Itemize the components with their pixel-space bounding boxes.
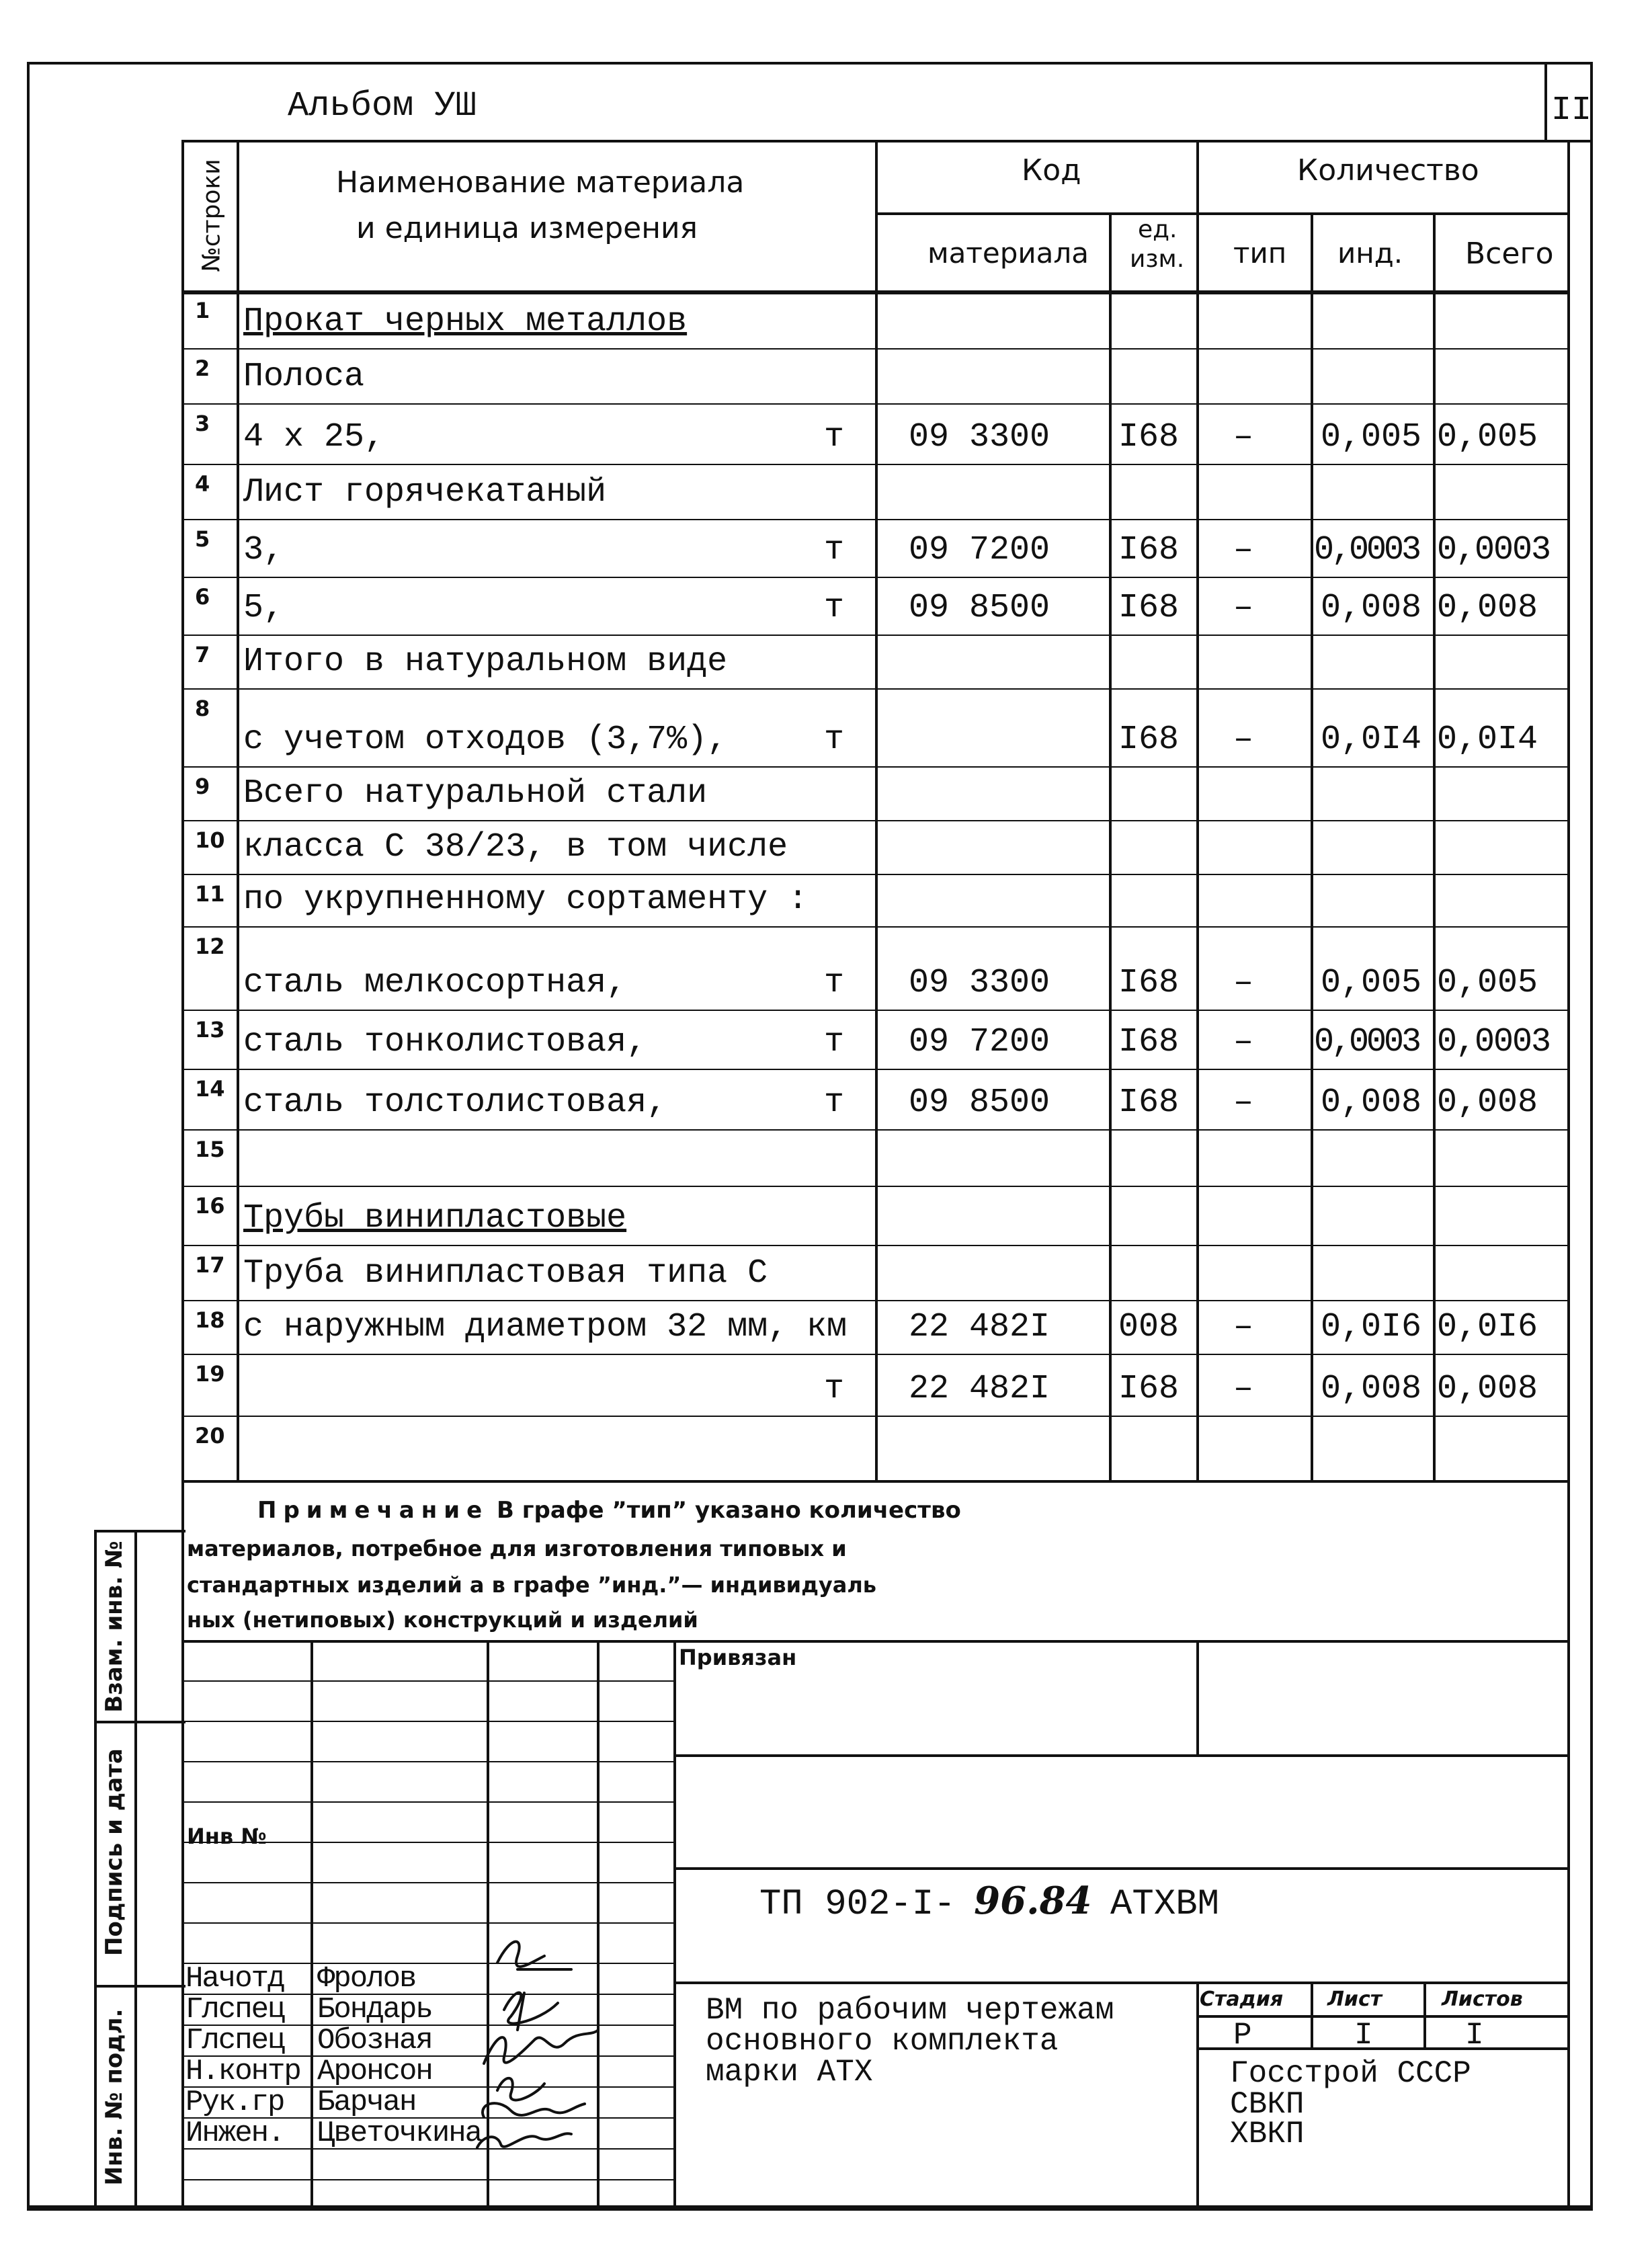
row-unit: т — [824, 1084, 845, 1122]
row-ind: 0,0003 — [1314, 531, 1419, 569]
note-line4: ных (нетиповых) конструкций и изделий — [187, 1607, 698, 1633]
row-material-code: 22 482I — [909, 1308, 1050, 1346]
row-ind: 0,005 — [1321, 418, 1422, 456]
note-line3: стандартных изделий а в графе ”инд.”— индивидуаль — [187, 1572, 877, 1598]
header-total: Всего — [1465, 237, 1554, 271]
inv-no-label: Инв № — [187, 1824, 267, 1849]
row-number: 10 — [195, 827, 225, 853]
row-number: 11 — [195, 881, 225, 907]
row-material-code: 09 7200 — [909, 1023, 1050, 1061]
org-line2: СВКП — [1230, 2087, 1305, 2122]
row-ind: 0,0I4 — [1321, 721, 1422, 759]
row-unit-code: 008 — [1118, 1308, 1180, 1346]
note-line1 — [257, 1499, 961, 1522]
stage-value: Р — [1233, 2018, 1252, 2053]
row-ind: 0,008 — [1321, 1370, 1422, 1408]
row-name: Трубы винипластовые — [243, 1199, 627, 1237]
signer-name: Барчан — [317, 2086, 416, 2119]
row-name: 4 х 25, — [243, 418, 385, 456]
note-text1: В графе ”тип” указано количество — [496, 1497, 961, 1524]
row-type: – — [1233, 1084, 1254, 1122]
row-unit-code: I68 — [1118, 1084, 1180, 1122]
row-unit-code: I68 — [1118, 1023, 1180, 1061]
signer-role: Глспец — [185, 1993, 284, 2027]
org-line1: Госстрой СССР — [1230, 2056, 1471, 2091]
row-unit-code: I68 — [1118, 589, 1180, 627]
row-number: 19 — [195, 1361, 225, 1387]
page-number: II — [1551, 91, 1592, 130]
signature-tsvetochkina — [477, 2133, 571, 2148]
signer-name: Цветочкина — [317, 2117, 482, 2150]
row-unit: т — [824, 589, 845, 627]
signer-name: Аронсон — [317, 2055, 432, 2088]
row-number: 4 — [195, 471, 210, 497]
row-name: сталь толстолистовая, — [243, 1084, 667, 1122]
signature-barchan — [483, 2103, 585, 2117]
row-number: 9 — [195, 774, 210, 799]
row-name: с наружным диаметром 32 мм, — [243, 1308, 788, 1346]
privyazan-label: Привязан — [679, 1645, 797, 1670]
row-material-code: 09 3300 — [909, 418, 1050, 456]
row-total: 0,0003 — [1437, 531, 1551, 569]
row-name: сталь мелкосортная, — [243, 964, 627, 1002]
row-material-code: 09 8500 — [909, 589, 1050, 627]
row-number: 14 — [195, 1076, 225, 1102]
row-number: 3 — [195, 411, 210, 436]
row-name: Труба винипластовая типа С — [243, 1254, 768, 1293]
stage-label: Стадия — [1200, 1988, 1284, 2011]
row-name: класса С 38/23, в том числе — [243, 828, 788, 866]
row-number: 15 — [195, 1137, 225, 1162]
header-quantity: Количество — [1297, 153, 1479, 188]
signer-role: Н.контр — [185, 2055, 300, 2088]
signer-role: Глспец — [185, 2024, 284, 2057]
row-number: 13 — [195, 1017, 225, 1043]
signer-role: Рук.гр — [185, 2086, 284, 2119]
note-label: Примечание — [257, 1497, 489, 1524]
row-unit: т — [824, 1023, 845, 1061]
sheet-label: Лист — [1327, 1988, 1382, 2011]
row-name: сталь тонколистовая, — [243, 1023, 647, 1061]
header-unit-line2: изм. — [1130, 245, 1185, 273]
doc-code-prefix: ТП 902-I- — [759, 1884, 956, 1925]
row-type: – — [1233, 1308, 1254, 1346]
row-ind: 0,0003 — [1314, 1023, 1419, 1061]
row-total: 0,005 — [1437, 964, 1538, 1002]
side-label-podpis: Подпись и дата — [101, 1748, 128, 1956]
row-ind: 0,005 — [1321, 964, 1422, 1002]
header-type: тип — [1233, 237, 1287, 270]
doc-code-suffix: АТХВМ — [1110, 1884, 1220, 1925]
signer-name: Обозная — [317, 2024, 432, 2057]
document-code — [759, 1879, 1220, 1925]
row-name: Прокат черных металлов — [243, 302, 688, 341]
row-total: 0,005 — [1437, 418, 1538, 456]
row-type: – — [1233, 1023, 1254, 1061]
header-unit-line1: ед. — [1138, 216, 1178, 243]
row-unit: т — [824, 418, 845, 456]
row-unit-code: I68 — [1118, 721, 1180, 759]
album-label: Альбом УШ — [288, 86, 477, 126]
row-unit-code: I68 — [1118, 1370, 1180, 1408]
desc-line3: марки АТХ — [706, 2055, 873, 2090]
row-name: Всего натуральной стали — [243, 774, 708, 813]
signer-role: Начотд — [185, 1962, 284, 1996]
row-number: 7 — [195, 642, 210, 667]
note-line2: материалов, потребное для изготовления типовых и — [187, 1536, 847, 1561]
row-name: по укрупненному сортаменту : — [243, 881, 809, 919]
row-type: – — [1233, 589, 1254, 627]
row-number: 2 — [195, 356, 210, 381]
row-unit-code: I68 — [1118, 531, 1180, 569]
row-material-code: 22 482I — [909, 1370, 1050, 1408]
row-unit-code: I68 — [1118, 964, 1180, 1002]
sheets-label: Листов — [1442, 1988, 1523, 2011]
desc-line1: ВМ по рабочим чертежам — [706, 1993, 1114, 2028]
row-ind: 0,008 — [1321, 1084, 1422, 1122]
row-unit-code: I68 — [1118, 418, 1180, 456]
row-number: 18 — [195, 1307, 225, 1333]
row-unit: т — [824, 964, 845, 1002]
sheets-value: I — [1465, 2018, 1484, 2053]
header-material-code: материала — [927, 237, 1089, 270]
row-ind: 0,008 — [1321, 589, 1422, 627]
row-total: 0,008 — [1437, 1370, 1538, 1408]
row-number: 20 — [195, 1423, 225, 1448]
row-type: – — [1233, 531, 1254, 569]
row-number: 1 — [195, 298, 210, 323]
row-material-code: 09 3300 — [909, 964, 1050, 1002]
header-code: Код — [1022, 153, 1081, 188]
header-name-line1: Наименование материала — [336, 165, 745, 200]
row-total: 0,0003 — [1437, 1023, 1551, 1061]
signature-oboznaya — [484, 2030, 598, 2064]
signer-name: Фролов — [317, 1962, 416, 1996]
header-name-line2: и единица измерения — [356, 211, 698, 245]
side-label-inv-podl: Инв. № подл. — [101, 2008, 128, 2186]
row-number: 17 — [195, 1252, 225, 1278]
row-total: 0,008 — [1437, 1084, 1538, 1122]
row-material-code: 09 8500 — [909, 1084, 1050, 1122]
row-type: – — [1233, 964, 1254, 1002]
row-number: 6 — [195, 584, 210, 610]
row-material-code: 09 7200 — [909, 531, 1050, 569]
row-total: 0,0I4 — [1437, 721, 1538, 759]
row-number: 5 — [195, 526, 210, 552]
row-unit: т — [824, 721, 845, 759]
row-type: – — [1233, 1370, 1254, 1408]
desc-line2: основного комплекта — [706, 2024, 1059, 2059]
row-total: 0,008 — [1437, 589, 1538, 627]
signature-aronson — [497, 2078, 544, 2100]
row-name: 5, — [243, 589, 284, 627]
row-number: 8 — [195, 696, 210, 721]
row-unit: т — [824, 531, 845, 569]
row-name: 3, — [243, 531, 284, 569]
sheet-value: I — [1354, 2018, 1373, 2053]
row-name: с учетом отходов (3,7%), — [243, 721, 728, 759]
row-number: 16 — [195, 1193, 225, 1219]
signer-name: Бондарь — [317, 1993, 432, 2027]
row-name: Итого в натуральном виде — [243, 643, 728, 681]
row-unit: км — [807, 1308, 848, 1346]
signer-role: Инжен. — [185, 2117, 284, 2150]
row-ind: 0,0I6 — [1321, 1308, 1422, 1346]
signatures — [470, 1929, 618, 2158]
header-ind: инд. — [1337, 237, 1403, 270]
org-line3: ХВКП — [1230, 2117, 1305, 2152]
row-number: 12 — [195, 934, 225, 959]
signature-frolov — [497, 1942, 571, 1969]
row-type: – — [1233, 721, 1254, 759]
row-name: Лист горячекатаный — [243, 473, 607, 512]
side-label-vzam: Взам. инв. № — [101, 1541, 128, 1713]
row-type: – — [1233, 418, 1254, 456]
signature-bondar — [504, 1993, 558, 2030]
doc-code-hand: 96.84 — [974, 1879, 1092, 1923]
row-unit: т — [824, 1370, 845, 1408]
row-total: 0,0I6 — [1437, 1308, 1538, 1346]
row-name: Полоса — [243, 358, 365, 396]
header-row-no: №строки — [198, 159, 226, 272]
